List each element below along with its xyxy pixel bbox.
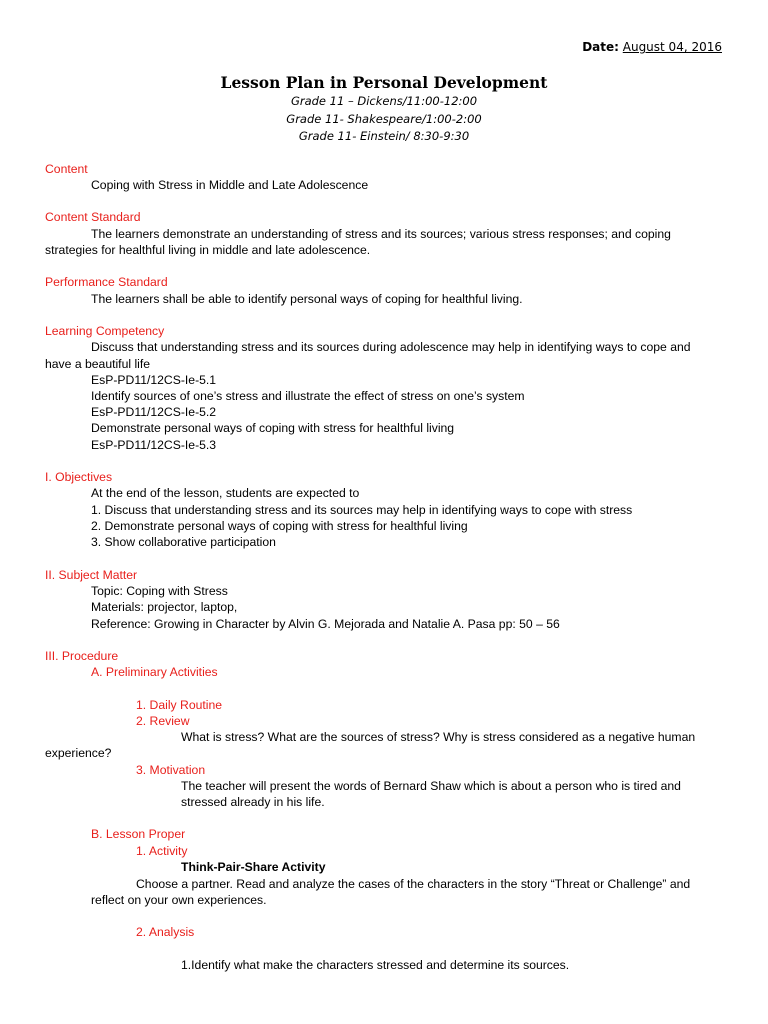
competency-code-3: EsP-PD11/12CS-Ie-5.3 xyxy=(91,438,217,452)
analysis-item-1: 1.Identify what make the characters stressed and determine its sources. xyxy=(181,958,570,972)
objective-item-1: 1. Discuss that understanding stress and its sources may help in identifying ways to cope with stress xyxy=(91,503,633,517)
daily-routine-label: 1. Daily Routine xyxy=(136,698,223,712)
objectives-intro: At the end of the lesson, students are expected to xyxy=(91,486,360,500)
competency-item-1: Identify sources of one’s stress and illustrate the effect of stress on one’s system xyxy=(91,389,525,403)
date-line xyxy=(582,39,722,55)
objective-item-3: 3. Show collaborative participation xyxy=(91,535,276,549)
subtitle-einstein: Grade 11- Einstein/ 8:30-9:30 xyxy=(298,129,470,143)
review-label: 2. Review xyxy=(136,714,190,728)
learning-competency-line-2: have a beautiful life xyxy=(45,357,151,371)
objective-item-2: 2. Demonstrate personal ways of coping with stress for healthful living xyxy=(91,519,468,533)
date-value: August 04, 2016 xyxy=(622,40,722,54)
learning-competency-line-1: Discuss that understanding stress and its sources during adolescence may help in identifying ways to cope and xyxy=(91,340,691,354)
content-standard-heading: Content Standard xyxy=(45,210,141,224)
preliminary-activities-heading: A. Preliminary Activities xyxy=(91,665,218,679)
subject-matter-heading: II. Subject Matter xyxy=(45,568,138,582)
review-line-2: experience? xyxy=(45,746,112,760)
activity-line-2: reflect on your own experiences. xyxy=(91,893,267,907)
subject-matter-topic: Topic: Coping with Stress xyxy=(91,584,228,598)
activity-label: 1. Activity xyxy=(136,844,188,858)
motivation-line-2: stressed already in his life. xyxy=(181,795,325,809)
objectives-heading: I. Objectives xyxy=(45,470,113,484)
learning-competency-heading: Learning Competency xyxy=(45,324,165,338)
performance-standard-text: The learners shall be able to identify personal ways of coping for healthful living. xyxy=(91,292,523,306)
competency-code-1: EsP-PD11/12CS-Ie-5.1 xyxy=(91,373,217,387)
date-label: Date: xyxy=(582,40,619,54)
content-standard-line-2: strategies for healthful living in middle and late adolescence. xyxy=(45,243,371,257)
subtitle-dickens: Grade 11 – Dickens/11:00-12:00 xyxy=(290,94,478,108)
lesson-proper-heading: B. Lesson Proper xyxy=(91,827,186,841)
competency-code-2: EsP-PD11/12CS-Ie-5.2 xyxy=(91,405,217,419)
subject-matter-materials: Materials: projector, laptop, xyxy=(91,600,238,614)
page-title: Lesson Plan in Personal Development xyxy=(220,73,548,92)
content-text: Coping with Stress in Middle and Late Adolescence xyxy=(91,178,369,192)
title-block xyxy=(0,73,768,146)
motivation-line-1: The teacher will present the words of Bernard Shaw which is about a person who is tired and xyxy=(181,779,681,793)
content-heading: Content xyxy=(45,162,88,176)
analysis-label: 2. Analysis xyxy=(136,925,195,939)
activity-line-1: Choose a partner. Read and analyze the cases of the characters in the story “Threat or Challenge” and xyxy=(136,877,691,891)
subject-matter-reference: Reference: Growing in Character by Alvin G. Mejorada and Natalie A. Pasa pp: 50 – 56 xyxy=(91,617,560,631)
review-line-1: What is stress? What are the sources of stress? Why is stress considered as a negative human xyxy=(181,730,696,744)
motivation-label: 3. Motivation xyxy=(136,763,206,777)
activity-title: Think-Pair-Share Activity xyxy=(181,860,326,874)
procedure-heading: III. Procedure xyxy=(45,649,119,663)
performance-standard-heading: Performance Standard xyxy=(45,275,168,289)
subtitle-shakespeare: Grade 11- Shakespeare/1:00-2:00 xyxy=(286,111,482,126)
competency-item-2: Demonstrate personal ways of coping with stress for healthful living xyxy=(91,421,455,435)
content-standard-line-1: The learners demonstrate an understanding of stress and its sources; various stress responses; and coping xyxy=(91,227,671,241)
